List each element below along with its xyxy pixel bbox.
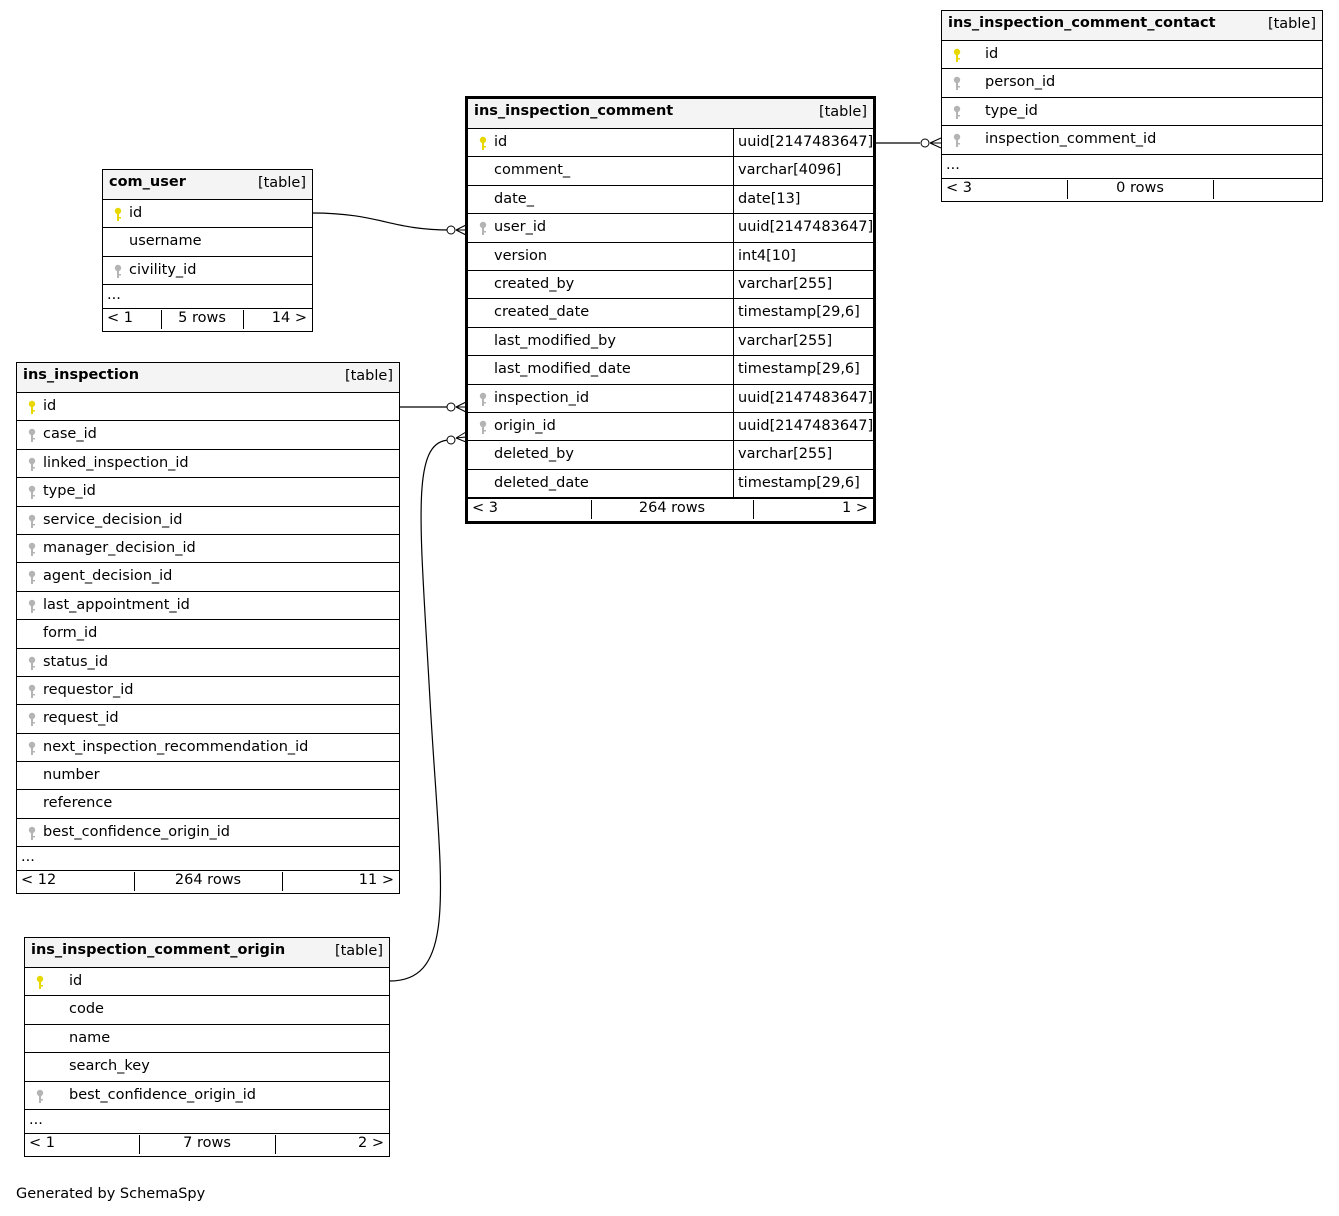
column-row[interactable]	[468, 129, 873, 157]
column-name: inspection_id	[494, 389, 590, 406]
column-name: manager_decision_id	[43, 539, 196, 556]
parents-count[interactable]: < 1	[107, 310, 133, 327]
table-header	[103, 170, 312, 200]
column-row[interactable]	[468, 356, 873, 384]
table-name[interactable]: ins_inspection_comment	[474, 103, 674, 119]
table-footer	[103, 309, 312, 331]
more-columns: ...	[25, 1110, 389, 1134]
column-row[interactable]	[17, 620, 399, 648]
column-row[interactable]	[468, 271, 873, 299]
foreign-key-icon	[113, 264, 123, 279]
column-name: username	[129, 233, 202, 250]
column-name: next_inspection_recommendation_id	[43, 738, 309, 755]
table-footer	[17, 871, 399, 893]
column-type: timestamp[29,6]	[733, 299, 860, 326]
table-ins-inspection[interactable]	[16, 362, 400, 894]
column-type: uuid[2147483647]	[733, 385, 873, 412]
link-optional-marker	[447, 436, 455, 444]
column-row[interactable]	[468, 328, 873, 356]
column-name: code	[69, 1001, 104, 1018]
column-name: id	[985, 46, 999, 62]
column-name: requestor_id	[43, 681, 134, 698]
column-row[interactable]	[17, 819, 399, 847]
table-kind: [table]	[1267, 16, 1316, 32]
column-row[interactable]	[468, 186, 873, 214]
more-columns: ...	[942, 155, 1322, 179]
column-row[interactable]	[103, 257, 312, 285]
table-name[interactable]: ins_inspection_comment_origin	[31, 942, 286, 958]
foreign-key-icon	[35, 1089, 45, 1104]
column-row[interactable]	[17, 677, 399, 705]
column-row[interactable]	[468, 441, 873, 469]
table-footer	[942, 179, 1322, 201]
column-name: person_id	[985, 74, 1056, 91]
foreign-key-icon	[478, 392, 488, 407]
foreign-key-icon	[27, 684, 37, 699]
table-header	[468, 99, 873, 129]
column-row[interactable]	[103, 200, 312, 228]
column-name: last_modified_by	[494, 332, 616, 349]
column-type: varchar[255]	[733, 328, 832, 355]
column-row[interactable]	[17, 790, 399, 818]
row-count: 264 rows	[174, 872, 242, 889]
column-name: comment_	[494, 162, 571, 179]
column-name: deleted_by	[494, 446, 574, 463]
column-type: varchar[4096]	[733, 157, 841, 184]
column-name: request_id	[43, 710, 119, 727]
foreign-key-icon	[27, 741, 37, 756]
table-kind: [table]	[818, 104, 867, 120]
column-row[interactable]	[468, 157, 873, 185]
generator-credit: Generated by SchemaSpy	[16, 1186, 206, 1202]
column-row[interactable]	[468, 243, 873, 271]
column-type: int4[10]	[733, 243, 796, 270]
table-com-user[interactable]	[102, 169, 313, 332]
column-name: created_date	[494, 304, 590, 321]
column-row[interactable]	[17, 421, 399, 449]
column-type: uuid[2147483647]	[733, 413, 873, 440]
primary-key-icon	[952, 48, 962, 63]
column-name: id	[494, 134, 508, 150]
foreign-key-icon	[27, 485, 37, 500]
table-kind: [table]	[334, 943, 383, 959]
column-name: status_id	[43, 653, 109, 670]
foreign-key-icon	[952, 105, 962, 120]
foreign-key-icon	[27, 542, 37, 557]
column-row[interactable]	[942, 69, 1322, 97]
column-name: type_id	[985, 102, 1038, 119]
column-name: reference	[43, 795, 113, 812]
foreign-key-icon	[27, 457, 37, 472]
table-header	[25, 938, 389, 968]
column-row[interactable]	[468, 385, 873, 413]
row-count: 0 rows	[1116, 179, 1164, 196]
column-name: type_id	[43, 483, 96, 500]
column-name: last_modified_date	[494, 361, 631, 378]
table-header	[942, 11, 1322, 41]
table-ins-inspection-comment[interactable]	[465, 96, 876, 524]
column-name: deleted_date	[494, 474, 589, 491]
column-name: created_by	[494, 275, 575, 292]
foreign-key-icon	[478, 221, 488, 236]
link-optional-marker	[447, 226, 455, 234]
table-name[interactable]: ins_inspection_comment_contact	[948, 15, 1216, 31]
column-row[interactable]	[17, 762, 399, 790]
column-row[interactable]	[468, 413, 873, 441]
table-kind: [table]	[344, 368, 393, 384]
column-type: varchar[255]	[733, 441, 832, 468]
column-name: number	[43, 767, 100, 784]
column-row[interactable]	[17, 535, 399, 563]
column-row[interactable]	[17, 592, 399, 620]
column-row[interactable]	[25, 1025, 389, 1053]
column-name: id	[129, 205, 143, 221]
more-columns: ...	[103, 285, 312, 309]
foreign-key-icon	[27, 712, 37, 727]
children-count[interactable]: 2 >	[358, 1134, 384, 1151]
column-row[interactable]	[17, 649, 399, 677]
link-optional-marker	[921, 139, 929, 147]
foreign-key-icon	[27, 428, 37, 443]
column-row[interactable]	[17, 705, 399, 733]
more-columns: ...	[17, 847, 399, 871]
row-count: 7 rows	[183, 1134, 231, 1151]
primary-key-icon	[478, 136, 488, 151]
column-row[interactable]	[103, 228, 312, 256]
column-type: timestamp[29,6]	[733, 470, 860, 497]
column-name: service_decision_id	[43, 511, 183, 528]
table-name[interactable]: ins_inspection	[23, 367, 140, 383]
foreign-key-icon	[27, 570, 37, 585]
column-row[interactable]	[17, 478, 399, 506]
column-type: uuid[2147483647]	[733, 214, 873, 241]
table-ins-inspection-comment-contact[interactable]	[941, 10, 1323, 202]
row-count: 5 rows	[178, 310, 226, 327]
foreign-key-icon	[27, 826, 37, 841]
column-type: timestamp[29,6]	[733, 356, 860, 383]
column-name: version	[494, 247, 548, 264]
column-row[interactable]	[942, 126, 1322, 154]
column-row[interactable]	[17, 450, 399, 478]
foreign-key-icon	[27, 599, 37, 614]
column-name: agent_decision_id	[43, 568, 173, 585]
column-name: best_confidence_origin_id	[43, 823, 231, 840]
column-name: linked_inspection_id	[43, 454, 189, 471]
column-name: id	[69, 973, 83, 989]
link-many-marker	[930, 138, 941, 148]
primary-key-icon	[113, 207, 123, 222]
link-optional-marker	[447, 403, 455, 411]
column-row[interactable]	[17, 393, 399, 421]
table-kind: [table]	[257, 175, 306, 191]
foreign-key-icon	[27, 656, 37, 671]
children-count[interactable]: 1 >	[842, 500, 868, 517]
column-name: civility_id	[129, 261, 197, 278]
table-name[interactable]: com_user	[109, 174, 186, 190]
table-ins-inspection-comment-origin[interactable]	[24, 937, 390, 1157]
column-name: user_id	[494, 219, 547, 236]
column-type: varchar[255]	[733, 271, 832, 298]
table-header	[17, 363, 399, 393]
foreign-key-icon	[27, 514, 37, 529]
row-count: 264 rows	[638, 500, 706, 517]
parents-count[interactable]: < 3	[472, 500, 498, 517]
primary-key-icon	[35, 975, 45, 990]
column-row[interactable]	[17, 507, 399, 535]
column-name: search_key	[69, 1058, 150, 1075]
column-row[interactable]	[942, 41, 1322, 69]
column-name: last_appointment_id	[43, 596, 190, 613]
column-name: id	[43, 398, 57, 414]
parents-count[interactable]: < 1	[29, 1134, 55, 1151]
column-name: form_id	[43, 625, 98, 642]
column-type: date[13]	[733, 186, 800, 213]
parents-count[interactable]: < 3	[946, 179, 972, 196]
column-name: inspection_comment_id	[985, 131, 1157, 148]
column-row[interactable]	[468, 299, 873, 327]
column-row[interactable]	[25, 968, 389, 996]
column-row[interactable]	[25, 996, 389, 1024]
column-name: date_	[494, 190, 534, 207]
foreign-key-icon	[952, 133, 962, 148]
column-type: uuid[2147483647]	[733, 129, 873, 156]
column-row[interactable]	[468, 214, 873, 242]
column-row[interactable]	[942, 98, 1322, 126]
column-row[interactable]	[17, 734, 399, 762]
table-footer	[468, 498, 873, 521]
foreign-key-icon	[478, 420, 488, 435]
primary-key-icon	[27, 400, 37, 415]
foreign-key-icon	[952, 76, 962, 91]
column-row[interactable]	[25, 1053, 389, 1081]
column-row[interactable]	[468, 470, 873, 498]
column-name: origin_id	[494, 417, 556, 434]
column-name: name	[69, 1029, 111, 1046]
link-com-user-to-comment	[312, 213, 450, 230]
children-count[interactable]: 11 >	[358, 872, 394, 889]
children-count[interactable]: 14 >	[271, 310, 307, 327]
column-row[interactable]	[17, 563, 399, 591]
table-footer	[25, 1134, 389, 1156]
parents-count[interactable]: < 12	[21, 872, 57, 889]
column-row[interactable]	[25, 1082, 389, 1110]
column-name: best_confidence_origin_id	[69, 1086, 257, 1103]
column-name: case_id	[43, 426, 97, 443]
